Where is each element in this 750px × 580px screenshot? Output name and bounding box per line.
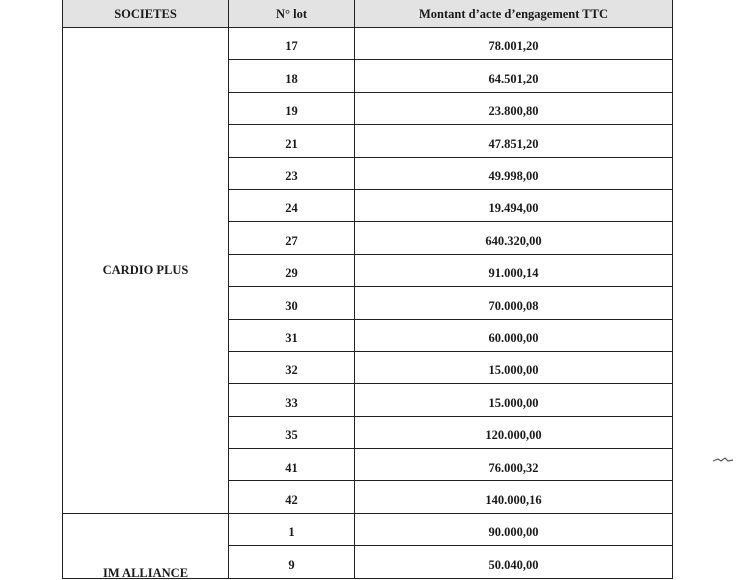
amount-cell: 23.800,80 [355, 92, 673, 124]
amount-cell: 50.040,00 [355, 546, 673, 578]
lot-cell: 24 [229, 189, 355, 221]
lot-cell: 31 [229, 319, 355, 351]
lot-cell: 42 [229, 481, 355, 513]
table-row [63, 513, 673, 545]
lot-cell: 35 [229, 416, 355, 448]
company-name: IM ALLIANCE [102, 566, 189, 580]
lot-cell: 23 [229, 157, 355, 189]
lot-cell: 21 [229, 125, 355, 157]
amount-cell: 91.000,14 [355, 254, 673, 286]
company-cell [63, 513, 229, 578]
lot-cell: 29 [229, 254, 355, 286]
lot-cell: 32 [229, 351, 355, 383]
lot-cell: 41 [229, 449, 355, 481]
amount-cell: 15.000,00 [355, 384, 673, 416]
company-cell [63, 28, 229, 514]
amount-cell: 640.320,00 [355, 222, 673, 254]
lot-cell: 33 [229, 384, 355, 416]
lot-cell: 19 [229, 92, 355, 124]
lot-cell: 27 [229, 222, 355, 254]
amount-cell: 140.000,16 [355, 481, 673, 513]
amount-cell: 47.851,20 [355, 125, 673, 157]
lot-cell: 1 [229, 513, 355, 545]
lot-cell: 17 [229, 28, 355, 60]
amount-cell: 78.001,20 [355, 28, 673, 60]
amount-cell: 64.501,20 [355, 60, 673, 92]
amount-cell: 49.998,00 [355, 157, 673, 189]
amount-cell: 19.494,00 [355, 189, 673, 221]
engagement-table [62, 0, 673, 579]
amount-cell: 90.000,00 [355, 513, 673, 545]
amount-cell: 70.000,08 [355, 287, 673, 319]
header-amount: Montant d’acte d’engagement TTC [355, 0, 673, 28]
header-row [63, 0, 673, 28]
table-row [63, 28, 673, 60]
amount-cell: 76.000,32 [355, 449, 673, 481]
amount-cell: 15.000,00 [355, 351, 673, 383]
amount-cell: 60.000,00 [355, 319, 673, 351]
lot-cell: 30 [229, 287, 355, 319]
company-name: CARDIO PLUS [102, 263, 189, 278]
table-body [63, 28, 673, 579]
amount-cell: 120.000,00 [355, 416, 673, 448]
lot-cell: 9 [229, 546, 355, 578]
header-lot: N° lot [229, 0, 355, 28]
scan-artifact-mark [712, 457, 734, 463]
lot-cell: 18 [229, 60, 355, 92]
header-company: SOCIETES [63, 0, 229, 28]
